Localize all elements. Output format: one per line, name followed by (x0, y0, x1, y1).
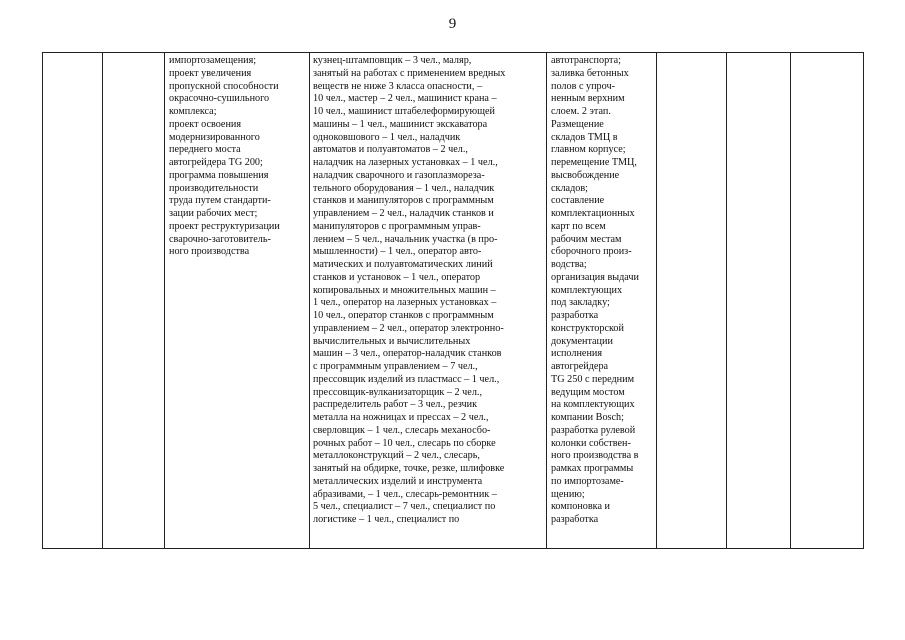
table-cell-program (165, 53, 310, 549)
workplaces-table (42, 52, 864, 549)
table-row (43, 53, 864, 549)
table-cell-workplaces (310, 53, 547, 549)
measures-text: автотранспорта; заливка бетонных полов с упроч- ненным верхним слоем. 2 этап. Размещение складов ТМЦ в главном корпусе; перемещение ТМЦ, высвобождение складов; составление комплектационных карт по всем рабочим местам сборочного произ- водства; организация выдачи комплектующих под закладку; разработка конструкторской документации исполнения автогрейдера TG 250 с передним ведущим мостом на комплектующих компании Bosch; разработка рулевой колонки собствен- ного производства в рамках программы по импортозаме- щению; компоновка и разработка (551, 55, 640, 525)
table-cell-number (43, 53, 103, 549)
program-text: импортозамещения; проект увеличения пропускной способности окрасочно-сушильного комплекса; проект освоения модернизированного переднего моста автогрейдера TG 200; программа повышения производительности труда путем стандарти- зации рабочих мест; проект реструктуризации сварочно-заготовитель- ного производства (169, 55, 280, 258)
workplaces-text: кузнец-штамповщик – 3 чел., маляр, занятый на работах с применением вредных веществ не ниже 3 класса опасности, – 10 чел., мастер – 2 чел., машинист крана – 10 чел., машинист штабелеформирующей машины – 1 чел., машинист экскаватора одноковшового – 1 чел., наладчик автоматов и полуавтоматов – 2 чел., наладчик на лазерных установках – 1 чел., наладчик сварочного и газоплазмореза- тельного оборудования – 1 чел., наладчик станков и манипуляторов с программным управлением – 2 чел., наладчик станков и манипуляторов с программным управ- лением – 5 чел., начальник участка (в про- мышленности) – 1 чел., оператор авто- матических и полуавтоматических линий станков и установок – 1 чел., оператор копировальных и множительных машин – 1 чел., оператор на лазерных установках – 10 чел., оператор станков с программным управлением – 2 чел., оператор электронно- вычислительных и вычислительных машин – 3 чел., оператор-наладчик станков с программным управлением – 7 чел., прессовщик изделий из пластмасс – 1 чел., прессовщик-вулканизаторщик – 2 чел., распределитель работ – 3 чел., резчик металла на ножницах и прессах – 2 чел., сверловщик – 1 чел., слесарь механосбо- рочных работ – 10 чел., слесарь по сборке металлоконструкций – 2 чел., слесарь, занятый на обдирке, точке, резке, шлифовке металлических изделий и инструмента абразивами, – 1 чел., слесарь-ремонтник – 5 чел., специалист – 7 чел., специалист по логистике – 1 чел., специалист по (313, 55, 506, 525)
table-cell-organization (103, 53, 165, 549)
table-cell-measures (547, 53, 657, 549)
table-cell-empty-2 (727, 53, 791, 549)
table-cell-empty-1 (657, 53, 727, 549)
page-number: 9 (448, 16, 457, 32)
table-cell-empty-3 (791, 53, 864, 549)
